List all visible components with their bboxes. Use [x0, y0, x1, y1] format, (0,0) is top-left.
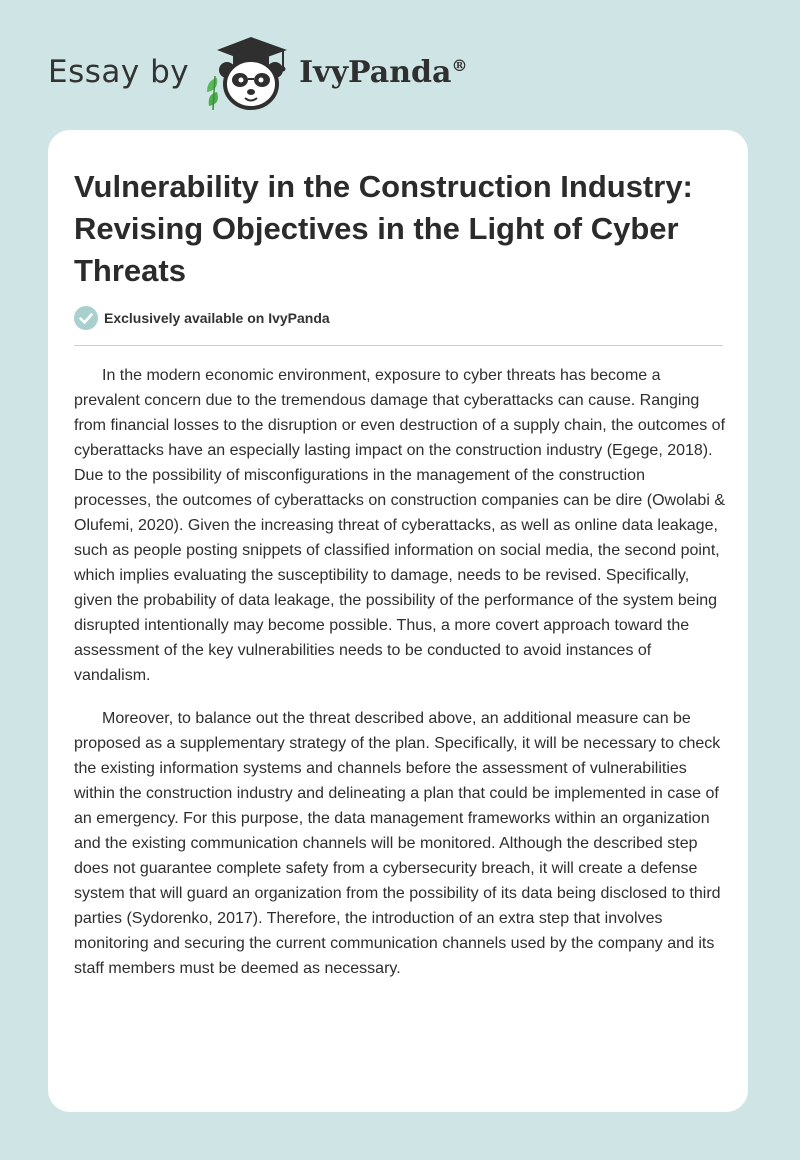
- paragraph: In the modern economic environment, exposure to cyber threats has become a prevalent concern due to the tremendous damage that cyberattacks can cause. Ranging from financial losses to the disruption or even destruction of a supply chain, the outcomes of cyberattacks have an especially lasting impact on the construction industry (Egege, 2018). Due to the possibility of misconfigurations in the management of the construction processes, the outcomes of cyberattacks on construction companies can be dire (Owolabi & Olufemi, 2020). Given the increasing threat of cyberattacks, as well as online data leakage, such as people posting snippets of classified information on social media, the second point, which implies evaluating the susceptibility to damage, needs to be revised. Specifically, given the probability of data leakage, the possibility of the performance of the system being disrupted intentionally may become possible. Thus, a more covert approach toward the assessment of the key vulnerabilities needs to be conducted to avoid instances of vandalism.: [74, 367, 726, 684]
- essay-by-label: Essay by: [48, 54, 190, 90]
- paragraph: Moreover, to balance out the threat described above, an additional measure can be proposed as a supplementary strategy of the plan. Specifically, it will be necessary to check the existing information systems and channels before the assessment of vulnerabilities within the construction industry and delineating a plan that could be implemented in case of an emergency. For this purpose, the data management frameworks within an organization and the existing communication channels will be monitored. Although the described step does not guarantee complete safety from a cybersecurity breach, it will create a defense system that will guard an organization from the possibility of its data being disclosed to third parties (Sydorenko, 2017). Therefore, the introduction of an extra step that involves monitoring and securing the current communication channels used by the company and its staff members must be deemed as necessary.: [74, 710, 721, 977]
- site-header: [48, 32, 467, 112]
- exclusive-badge: [74, 306, 330, 330]
- essay-card: [48, 130, 748, 1112]
- panda-graduate-icon: [203, 32, 295, 112]
- divider: [74, 345, 723, 346]
- essay-body: [74, 363, 726, 999]
- exclusive-label: Exclusively available on IvyPanda: [104, 310, 330, 326]
- page-title: Vulnerability in the Construction Industry: Revising Objectives in the Light of Cyber Threats: [74, 169, 693, 288]
- check-circle-icon: [74, 306, 98, 330]
- trademark-symbol: ®: [451, 55, 468, 75]
- brand-name: IvyPanda®: [299, 54, 468, 90]
